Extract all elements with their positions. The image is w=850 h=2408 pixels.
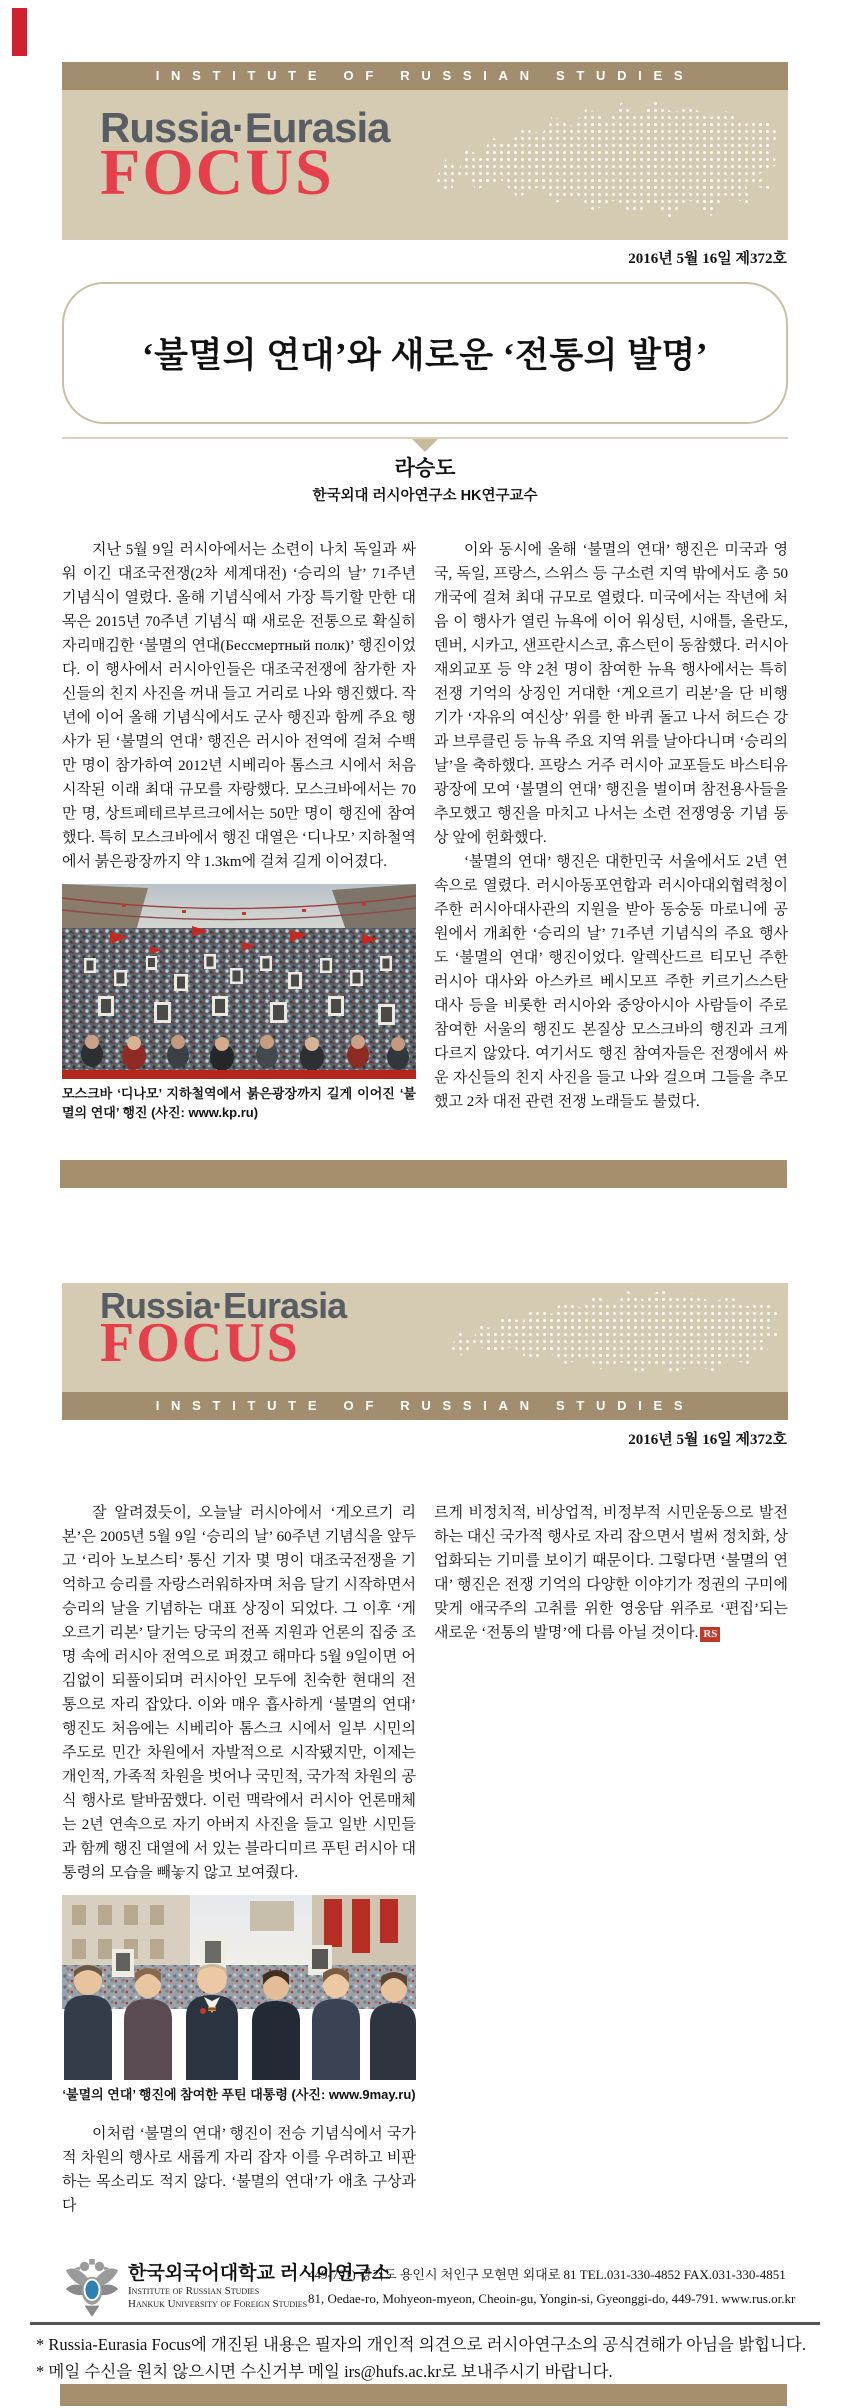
institute-name-en: Institute of Russian Studies: [128, 2285, 260, 2297]
red-bookmark-mark: [12, 8, 27, 56]
paragraph: 이와 동시에 올해 ‘불멸의 연대’ 행진은 미국과 영국, 독일, 프랑스, 스위스 등 구소련 지역 밖에서도 총 50개국에 걸쳐 최대 규모로 열렸다. 미국에서는 작년에 처음 이 행사가 열린 뉴욕에 이어 워싱턴, 시애틀, 올란도, 덴버, 시카고, 샌프란시스코, 휴스턴이 동참했다. 러시아 재외교포 등 약 2천 명이 참여한 뉴욕 행사에서는 특히 전쟁 기억의 상징인 거대한 ‘게오르기 리본’을 단 비행기가 ‘자유의 여신상’ 위를 한 바퀴 돌고 나서 허드슨 강과 브루클린 등 뉴욕 주요 지역 위를 날아다니며 ‘승리의 날’을 축하했다. 프랑스 거주 러시아 교포들도 바스티유 광장에 모여 ‘불멸의 연대’ 행진을 벌이며 참전용사들을 추모했고 행진을 마치고 나서는 소련 전쟁영웅 기념 동상 앞에 헌화했다.: [434, 542, 788, 846]
issue-date: 2016년 5월 16일 제372호: [628, 251, 787, 267]
institute-contact: [308, 2263, 794, 2311]
divider-triangle-icon: [412, 439, 438, 452]
rs-end-mark: RS: [700, 1627, 720, 1642]
page1-bottom-band: [60, 1160, 787, 1188]
masthead-body: [62, 1283, 788, 1392]
march-photo: [62, 884, 416, 1079]
author-affiliation: 한국외대 러시아연구소 HK연구교수: [312, 488, 538, 504]
paragraph: ‘불멸의 연대’ 행진은 대한민국 서울에서도 2년 연속으로 열렸다. 러시아동포연합과 러시아대외협력청이 주한 러시아대사관의 지원을 받아 동숭동 마로니에 공원에서 개최한 ‘승리의 날’ 71주년 기념식의 주요 행사도 ‘불멸의 연대’ 행진이었다. 알렉산드르 티모닌 주한 러시아 대사와 아스카르 베시모프 주한 키르기스스탄 대사 등을 비롯한 러시아와 중앙아시아 사람들이 주로 참여한 서울의 행진도 본질상 모스크바의 행진과 크게 다르지 않았다. 여기서도 행진 참여자들은 전쟁에서 싸운 자신들의 친지 사진을 들고 나와 걸으며 그들을 추모했고 2차 대전 관련 전쟁 노래들도 불렀다.: [434, 854, 788, 1110]
article-title: ‘불멸의 연대’와 새로운 ‘전통의 발명’: [142, 336, 708, 375]
page1-masthead: [62, 62, 788, 240]
page2-masthead: [62, 1283, 788, 1420]
brand-focus: FOCUS: [100, 136, 334, 209]
institute-strip: INSTITUTE OF RUSSIAN STUDIES: [62, 1392, 788, 1420]
brand-russia-eurasia: Russia·Eurasia: [100, 104, 390, 151]
university-name-en: Hankuk University of Foreign Studies: [128, 2298, 308, 2310]
photo-caption: 모스크바 ‘디나모’ 지하철역에서 붉은광장까지 길게 이어진 ‘불멸의 연대’ 행진 (사진: www.kp.ru): [62, 1086, 416, 1120]
paragraph: [434, 1501, 788, 1645]
paragraph-text: 르게 비정치적, 비상업적, 비정부적 시민운동으로 발전하는 대신 국가적 행사로 자리 잡으면서 벌써 정치화, 상업화되는 기미를 보이기 때문이다. 그렇다면 ‘불멸의 연대’ 행진은 전쟁 기억의 다양한 이야기가 정권의 구미에 맞게 애국주의 고취를 위한 영웅담 위주로 ‘편집’되는 새로운 ‘전통의 발명’에 다름 아닐 것이다.: [434, 1505, 788, 1641]
page1-left-column: [62, 538, 416, 1122]
issue-date: 2016년 5월 16일 제372호: [628, 1432, 787, 1448]
page1-right-column: [434, 538, 788, 1114]
brand-logo: [100, 104, 390, 209]
masthead-body: [62, 90, 788, 240]
paragraph: 이처럼 ‘불멸의 연대’ 행진이 전승 기념식에서 국가적 차원의 행사로 새롭게 자리 잡자 이를 우려하고 비판하는 목소리도 적지 않다. ‘불멸의 연대’가 애초 구상과 다: [62, 2126, 416, 2214]
brand-focus: FOCUS: [100, 1312, 300, 1374]
eurasia-dot-map: [450, 1289, 780, 1385]
address-kr: 449-791) 경기도 용인시 처인구 모현면 외대로 81 TEL.031-330-4852 FAX.031-330-4851: [308, 2267, 786, 2282]
article-title-box: [62, 282, 788, 424]
brand-russia-eurasia: Russia·Eurasia: [100, 1285, 347, 1326]
page2-right-column: [434, 1501, 788, 1645]
photo-caption: ‘불멸의 연대’ 행진에 참여한 푸틴 대통령 (사진: www.9may.ru): [62, 2087, 416, 2102]
institute-name-kr: 한국외국어대학교 러시아연구소: [128, 2263, 391, 2284]
page2-left-column: [62, 1501, 416, 2218]
address-en: 81, Oedae-ro, Mohyeon-myeon, Cheoin-gu, Yongin-si, Gyeonggi-do, 449-791. www.rus.or.kr: [308, 2291, 796, 2306]
eurasia-dot-map: [435, 100, 780, 232]
disclaimer-unsubscribe: * 메일 수신을 원치 않으시면 수신거부 메일 irs@hufs.ac.kr로 보내주시기 바랍니다.: [36, 2362, 613, 2381]
institute-strip: INSTITUTE OF RUSSIAN STUDIES: [62, 62, 788, 90]
footer-rule: [30, 2322, 820, 2325]
paragraph: 지난 5월 9일 러시아에서는 소련이 나치 독일과 싸워 이긴 대조국전쟁(2차 세계대전) ‘승리의 날’ 71주년 기념식이 열렸다. 올해 기념식에서 가장 특기할 만한 대목은 2015년 70주년 기념식 때 새로운 전통으로 확실히 자리매김한 ‘불멸의 연대(Бессмертный полк)’ 행진이었다. 이 행사에서 러시아인들은 대조국전쟁에 참가한 자신들의 친지 사진을 꺼내 들고 거리로 나와 행진했다. 작년에 이어 올해 기념식에서도 군사 행진과 함께 주요 행사가 된 ‘불멸의 연대’ 행진은 러시아 전역에 걸쳐 수백만 명이 참가하여 2012년 시베리아 톰스크 시에서 처음 시작된 이래 최대 규모를 자랑했다. 모스크바에서는 70만 명, 상트페테르부르크에서는 50만 명이 행진에 참여했다. 특히 모스크바에서 행진 대열은 ‘디나모’ 지하철역에서 붉은광장까지 약 1.3km에 걸쳐 길게 이어졌다.: [62, 542, 416, 870]
paragraph: 잘 알려졌듯이, 오늘날 러시아에서 ‘게오르기 리본’은 2005년 5월 9일 ‘승리의 날’ 60주년 기념식을 앞두고 ‘리아 노보스티’ 통신 기자 몇 명이 대조국전쟁을 기억하고 승리를 자랑스러워하자며 처음 달기 시작하면서 승리의 날을 기념하는 대표 상징이 되었다. 그 이후 ‘게오르기 리본’ 달기는 당국의 전폭 지원과 언론의 집중 조명 속에 러시아 전역으로 퍼졌고 해마다 5월 9일이면 어김없이 되풀이되며 러시아인 모두에 친숙한 현대의 전통으로 자리 잡았다. 이와 매우 흡사하게 ‘불멸의 연대’ 행진도 처음에는 시베리아 톰스크 시에서 일부 시민의 주도로 민간 차원에서 자발적으로 시작됐지만, 이제는 개인적, 가족적 차원을 벗어나 국민적, 국가적 차원의 공식 행사로 탈바꿈했다. 이런 맥락에서 러시아 언론매체는 2년 연속으로 자기 아버지 사진을 들고 일반 시민들과 함께 행진 대열에 서 있는 블라디미르 푸틴 러시아 대통령의 모습을 빼놓지 않고 보여줬다.: [62, 1505, 416, 1881]
disclaimer-opinion: * Russia-Eurasia Focus에 개진된 내용은 필자의 개인적 의견으로 러시아연구소의 공식견해가 아님을 밝힙니다.: [36, 2335, 806, 2354]
putin-photo: [62, 1895, 416, 2080]
author-name: 라승도: [394, 457, 456, 480]
page2-bottom-band: [60, 2384, 787, 2406]
brand-logo: [100, 1285, 347, 1374]
institute-eagle-logo: [64, 2255, 120, 2319]
